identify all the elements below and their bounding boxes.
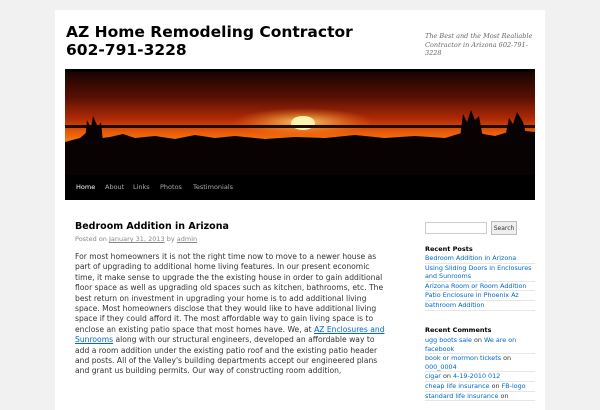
list-item [425,264,535,282]
comment-author-link[interactable]: book or mormon tickets [425,354,502,363]
comment-author-link[interactable]: cheap life insurance [425,381,490,390]
search-input[interactable] [425,222,487,234]
az-enclosures-link[interactable]: AZ Enclosures and Sunrooms [75,324,385,345]
post-title[interactable]: Bedroom Addition in Arizona [75,221,229,232]
posted-on-label: Posted on [75,235,107,243]
recent-post-link[interactable]: Arizona Room or Room Addition [425,281,527,290]
recent-posts-heading: Recent Posts [425,245,473,253]
recent-comments-list [425,336,535,401]
comment-post-link[interactable]: FB-logo [501,381,526,390]
comment-post-link[interactable]: 4-19-2010 012 [452,372,501,381]
post-date-link[interactable]: January 31, 2013 [108,235,165,243]
list-item [425,254,535,264]
recent-post-link[interactable]: Using Sliding Doors in Enclosures and Sunrooms [425,263,532,281]
post-author-link[interactable]: admin [176,235,198,243]
on-label: on [503,354,512,363]
site-title-link[interactable]: AZ Home Remodeling Contractor 602-791-3228 [66,23,353,59]
search-button[interactable]: Search [491,221,517,235]
list-item [425,336,535,354]
menu-item-home[interactable]: Home [76,183,96,191]
post-body-text-continued: along with our structural engineers, developed an affordable way to add a room addition under the existing patio roof and the existing patio header and posts. All of the Valley's building departments accept our engineered plans and grant us building permits. Our way of constructing room addition, [75,335,378,376]
on-label: on [473,336,482,344]
list-item [425,372,535,382]
on-label: on [442,372,451,381]
menu-item-photos[interactable]: Photos [160,183,182,191]
comment-author-link[interactable]: cigar [425,372,441,381]
list-item [425,282,535,292]
recent-post-link[interactable]: Bedroom Addition in Arizona [425,254,517,262]
on-label: on [500,391,509,400]
list-item [425,301,535,311]
comment-author-link[interactable]: ugg boots sale [425,336,472,344]
menu-item-links[interactable]: Links [133,183,150,191]
post-meta [75,235,197,243]
list-item [425,382,535,392]
site-description: The Best and the Most Realiable Contractor in Arizona 602-791-3228 [425,32,533,57]
menu-item-about[interactable]: About [105,183,125,191]
menu-item-testimonials[interactable]: Testimonials [193,183,234,191]
by-label: by [166,235,175,243]
comment-post-link[interactable]: 000_0004 [425,362,457,371]
list-item [425,291,535,301]
recent-comments-heading: Recent Comments [425,326,492,334]
post-body-text: For most homeowners it is not the right time now to move to a newer house as part of upgrading to additional home living features. In our present economic time, it make sense to upgrade the the existing house in order to gain additional floor space as well as upgrading old spaces such as kitchen, bathrooms, etc. The best return on investment in upgrading your home is to add additional living space. Most homeowners disclose that they would like to have additional living space if they could afford it. The most affordable way to gain living space is to enclose an existing patio space that most homes have. We, at [75,252,384,334]
header-image-sunset [65,69,535,176]
main-navigation [65,175,535,200]
comment-author-link[interactable]: standard life insurance [425,391,499,400]
comment-post-link[interactable]: We are on facebook [425,336,517,353]
page-wrapper [55,10,545,410]
list-item [425,354,535,372]
recent-post-link[interactable]: bathroom Addition [425,300,485,309]
on-label: on [491,381,500,390]
recent-post-link[interactable]: Patio Enclosure in Phoenix Az [425,291,519,300]
recent-posts-list [425,254,535,311]
post-body [75,252,387,377]
